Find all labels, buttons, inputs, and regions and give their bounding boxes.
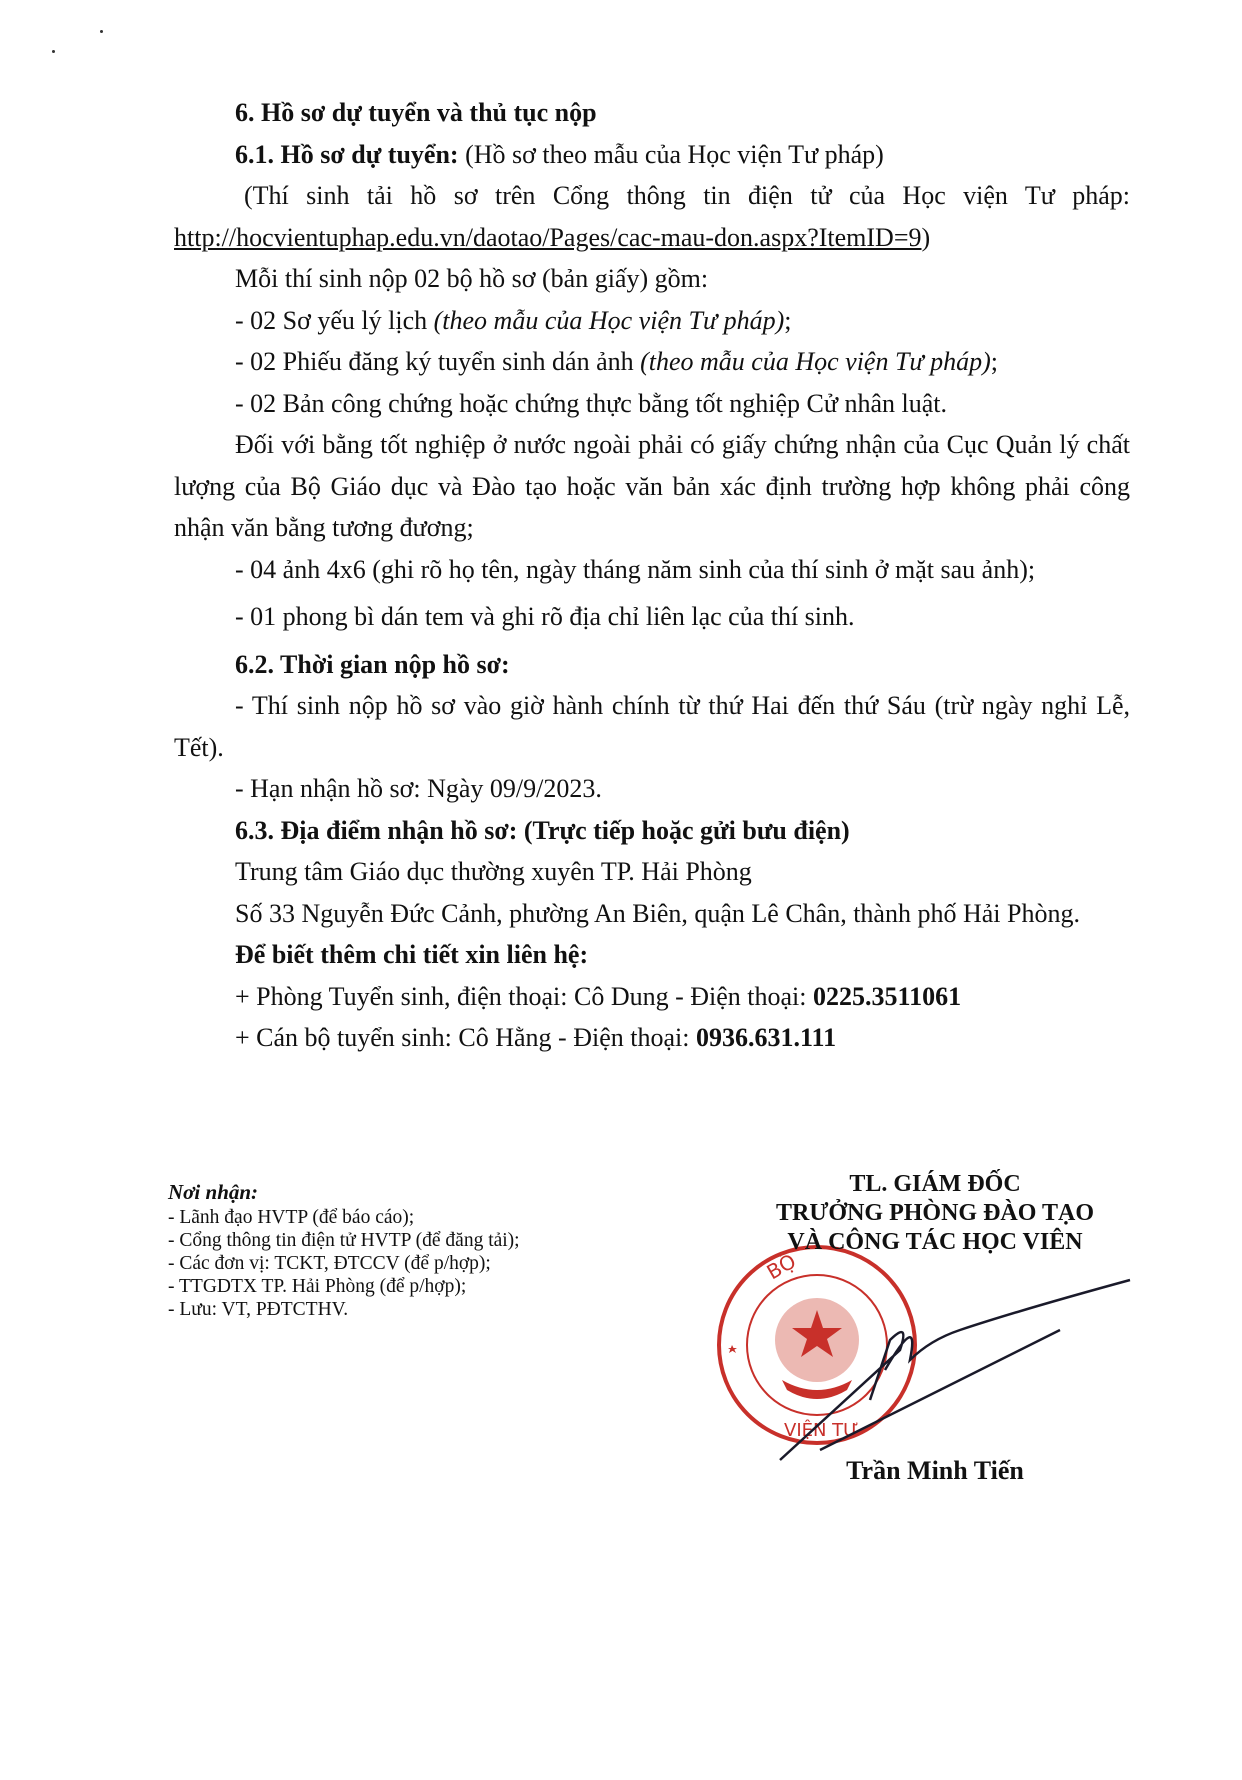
- section-heading: 6. Hồ sơ dự tuyển và thủ tục nộp: [235, 98, 597, 127]
- contact-line: [174, 1017, 1130, 1059]
- recipient-item: - Lãnh đạo HVTP (để báo cáo);: [168, 1207, 415, 1228]
- recipient-item: - TTGDTX TP. Hải Phòng (để p/hợp);: [168, 1276, 467, 1297]
- recipients-block: [168, 1178, 520, 1321]
- signature-title: VÀ CÔNG TÁC HỌC VIÊN: [787, 1229, 1083, 1255]
- contact-text: + Phòng Tuyển sinh, điện thoại: Cô Dung - Điện thoại:: [235, 981, 814, 1011]
- contact-label: Để biết thêm chi tiết xin liên hệ:: [235, 940, 589, 969]
- paragraph: - Thí sinh nộp hồ sơ vào giờ hành chính từ thứ Hai đến thứ Sáu (trừ ngày nghỉ Lễ, Tết).: [174, 691, 1130, 762]
- subsection-6-3: 6.3. Địa điểm nhận hồ sơ: (Trực tiếp hoặc gửi bưu điện): [235, 815, 850, 845]
- scan-speck: [52, 50, 55, 53]
- scan-speck: [100, 30, 103, 33]
- paragraph: Số 33 Nguyễn Đức Cảnh, phường An Biên, quận Lê Chân, thành phố Hải Phòng.: [235, 898, 1080, 928]
- svg-text:VIỆN TƯ: VIỆN TƯ: [784, 1420, 859, 1441]
- paragraph: - Hạn nhận hồ sơ: Ngày 09/9/2023.: [235, 774, 602, 803]
- handwritten-signature-icon: [760, 1270, 1140, 1470]
- recipient-item: - Lưu: VT, PĐTCTHV.: [168, 1299, 349, 1320]
- subsection-text: (Hồ sơ theo mẫu của Học viện Tư pháp): [458, 139, 884, 169]
- paren-close: ): [921, 222, 931, 252]
- phone-number: 0225.3511061: [813, 981, 962, 1011]
- paragraph: Đối với bằng tốt nghiệp ở nước ngoài phải có giấy chứng nhận của Cục Quản lý chất lượng của Bộ Giáo dục và Đào tạo hoặc văn bản xác định trường hợp không phải công nhận văn bằng tương đương;: [174, 430, 1130, 542]
- item-note: (theo mẫu của Học viện Tư pháp): [640, 347, 991, 376]
- paragraph: Mỗi thí sinh nộp 02 bộ hồ sơ (bản giấy) gồm:: [235, 264, 709, 293]
- item-punct: ;: [990, 347, 999, 376]
- subsection-6-2: 6.2. Thời gian nộp hồ sơ:: [235, 649, 510, 679]
- item-text: - 02 Phiếu đăng ký tuyển sinh dán ảnh: [235, 347, 641, 376]
- forms-link[interactable]: http://hocvientuphap.edu.vn/daotao/Pages/cac-mau-don.aspx?ItemID=9: [174, 222, 922, 252]
- download-note: [174, 175, 1130, 258]
- signature-block: [730, 1170, 1140, 1257]
- contact-text: + Cán bộ tuyển sinh: Cô Hằng - Điện thoại:: [235, 1023, 696, 1052]
- item-text: - 02 Sơ yếu lý lịch: [235, 305, 434, 335]
- recipient-item: - Các đơn vị: TCKT, ĐTCCV (để p/hợp);: [168, 1253, 491, 1274]
- download-text: (Thí sinh tải hồ sơ trên Cổng thông tin điện tử của Học viện Tư pháp:: [244, 181, 1130, 210]
- subsection-6-1: [174, 134, 1130, 176]
- list-item: [174, 341, 1130, 383]
- contact-line: [174, 976, 1130, 1018]
- signature-title: TRƯỞNG PHÒNG ĐÀO TẠO: [775, 1200, 1094, 1226]
- item-punct: ;: [784, 305, 792, 335]
- paragraph: Trung tâm Giáo dục thường xuyên TP. Hải Phòng: [235, 857, 752, 886]
- signature-title: TL. GIÁM ĐỐC: [849, 1171, 1021, 1197]
- list-item: - 01 phong bì dán tem và ghi rõ địa chỉ liên lạc của thí sinh.: [235, 602, 855, 631]
- list-item: - 04 ảnh 4x6 (ghi rõ họ tên, ngày tháng năm sinh của thí sinh ở mặt sau ảnh);: [235, 554, 1036, 584]
- svg-text:BỘ: BỘ: [762, 1248, 801, 1285]
- subsection-label: 6.1. Hồ sơ dự tuyển:: [235, 139, 459, 169]
- phone-number: 0936.631.111: [695, 1023, 837, 1052]
- list-item: - 02 Bản công chứng hoặc chứng thực bằng tốt nghiệp Cử nhân luật.: [235, 388, 947, 418]
- recipient-item: - Cổng thông tin điện tử HVTP (để đăng tải);: [168, 1230, 520, 1251]
- signer-name: Trần Minh Tiến: [846, 1456, 1024, 1485]
- recipients-title: Nơi nhận:: [168, 1180, 259, 1204]
- list-item: [174, 300, 1130, 342]
- document-body: [174, 92, 1130, 1059]
- item-note: (theo mẫu của Học viện Tư pháp): [433, 305, 785, 335]
